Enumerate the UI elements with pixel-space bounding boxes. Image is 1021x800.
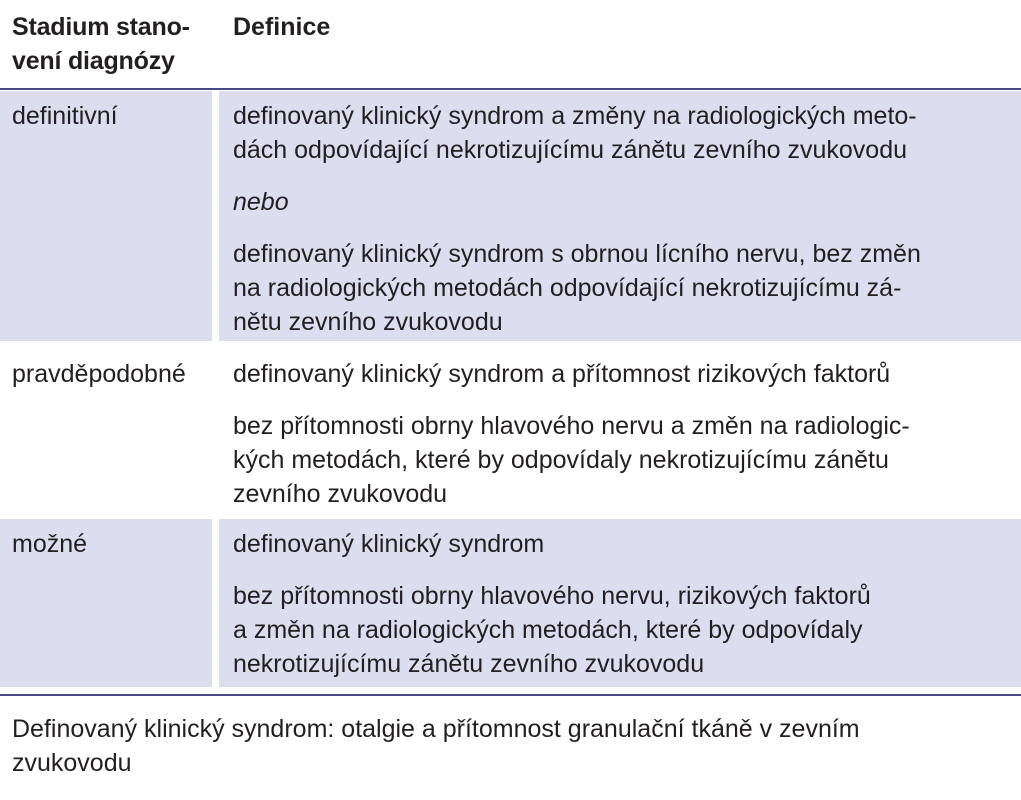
definition-paragraph: bez přítomnosti obrny hlavového nervu, rizikových faktorů a změn na radiologických metodách, které by odpovídaly nekrotizujícímu zánětu zevního zvukovodu [233, 582, 871, 678]
definition-paragraph: definovaný klinický syndrom [233, 530, 545, 558]
table-row-definitive [0, 91, 1021, 341]
definition-paragraph: definovaný klinický syndrom a změny na radiologických meto- dách odpovídající nekrotizujícímu zánětu zevního zvukovodu [233, 102, 917, 164]
stage-cell [0, 349, 212, 515]
definition-connector: nebo [233, 188, 289, 216]
definition-paragraph: definovaný klinický syndrom a přítomnost rizikových faktorů [233, 360, 891, 388]
definition-cell [219, 91, 1021, 341]
stage-cell [0, 519, 212, 687]
stage-label: možné [12, 530, 88, 558]
header-definition-column: Definice [233, 13, 331, 41]
stage-label: definitivní [12, 102, 118, 130]
definition-cell [219, 349, 1021, 515]
table-row-possible [0, 519, 1021, 687]
definition-cell [219, 519, 1021, 687]
table-bottom-rule [0, 694, 1021, 696]
definition-paragraph: bez přítomnosti obrny hlavového nervu a změn na radiologic- kých metodách, které by odpovídaly nekrotizujícímu zánětu zevního zvukovodu [233, 412, 910, 508]
table-row-probable [0, 349, 1021, 515]
header-rule [0, 88, 1021, 90]
definition-paragraph: definovaný klinický syndrom s obrnou lícního nervu, bez změn na radiologických metodách odpovídající nekrotizujícímu zá- nětu zevního zvukovodu [233, 240, 921, 336]
header-stage-column: Stadium stano- vení diagnózy [12, 13, 190, 75]
table-footnote: Definovaný klinický syndrom: otalgie a přítomnost granulační tkáně v zevním zvukovodu [12, 715, 860, 777]
stage-label: pravděpodobné [12, 360, 186, 388]
stage-cell [0, 91, 212, 341]
